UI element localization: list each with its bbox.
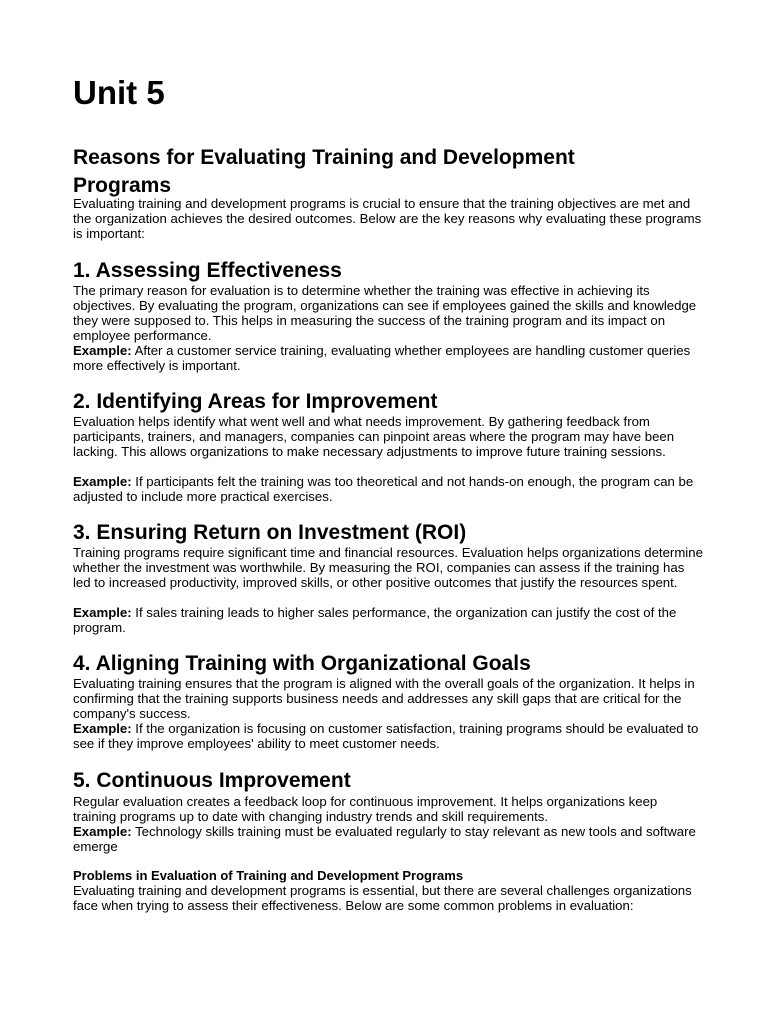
example-text: Technology skills training must be evaluated regularly to stay relevant as new tools and software emerge (73, 824, 696, 854)
example-text: After a customer service training, evaluating whether employees are handling customer queries more effectively is important. (73, 343, 691, 373)
unit-title: Unit 5 (73, 74, 165, 111)
section-3-example (73, 605, 703, 635)
section-4-example (73, 721, 703, 751)
example-label: Example: (73, 605, 132, 620)
main-heading: Reasons for Evaluating Training and Development Programs (73, 146, 575, 197)
section-3-body: Training programs require significant time and financial resources. Evaluation helps organizations determine whether the investment was worthwhile. By measuring the ROI, companies can assess if the training has led to increased productivity, improved skills, or other positive outcomes that justify the resources spent. (73, 545, 703, 590)
example-label: Example: (73, 824, 132, 839)
section-5-example (73, 824, 703, 854)
section-1-heading: 1. Assessing Effectiveness (73, 259, 342, 282)
section-1-body: The primary reason for evaluation is to determine whether the training was effective in achieving its objectives. By evaluating the program, organizations can see if employees gained the skills and knowledge they were supposed to. This helps in measuring the success of the training program and its impact on employee performance. (73, 283, 697, 343)
section-4-heading: 4. Aligning Training with Organizational Goals (73, 652, 531, 675)
example-text: If the organization is focusing on customer satisfaction, training programs should be evaluated to see if they improve employees' ability to meet customer needs. (73, 721, 699, 751)
section-3-heading: 3. Ensuring Return on Investment (ROI) (73, 521, 467, 544)
intro-paragraph: Evaluating training and development programs is crucial to ensure that the training objectives are met and the organization achieves the desired outcomes. Below are the key reasons why evaluating these programs is important: (73, 196, 702, 241)
section-2-example (73, 474, 703, 504)
example-text: If participants felt the training was too theoretical and not hands-on enough, the program can be adjusted to include more practical exercises. (73, 474, 694, 504)
example-label: Example: (73, 721, 132, 736)
section-5-heading: 5. Continuous Improvement (73, 769, 351, 792)
section-5-body: Regular evaluation creates a feedback loop for continuous improvement. It helps organizations keep training programs up to date with changing industry trends and skill requirements. (73, 794, 658, 824)
example-label: Example: (73, 474, 132, 489)
problems-heading: Problems in Evaluation of Training and Development Programs (73, 868, 464, 883)
section-4-body: Evaluating training ensures that the program is aligned with the overall goals of the organization. It helps in confirming that the training supports business needs and addresses any skill gaps that are critical for the company's success. (73, 676, 695, 721)
problems-body: Evaluating training and development programs is essential, but there are several challenges organizations face when trying to assess their effectiveness. Below are some common problems in evaluation: (73, 883, 692, 913)
section-2-heading: 2. Identifying Areas for Improvement (73, 390, 438, 413)
section-2-body: Evaluation helps identify what went well and what needs improvement. By gathering feedback from participants, trainers, and managers, companies can pinpoint areas where the program may have been lacking. This allows organizations to make necessary adjustments to improve future training sessions. (73, 414, 675, 459)
example-label: Example: (73, 343, 132, 358)
section-1-example (73, 343, 703, 373)
example-text: If sales training leads to higher sales performance, the organization can justify the cost of the program. (73, 605, 677, 635)
